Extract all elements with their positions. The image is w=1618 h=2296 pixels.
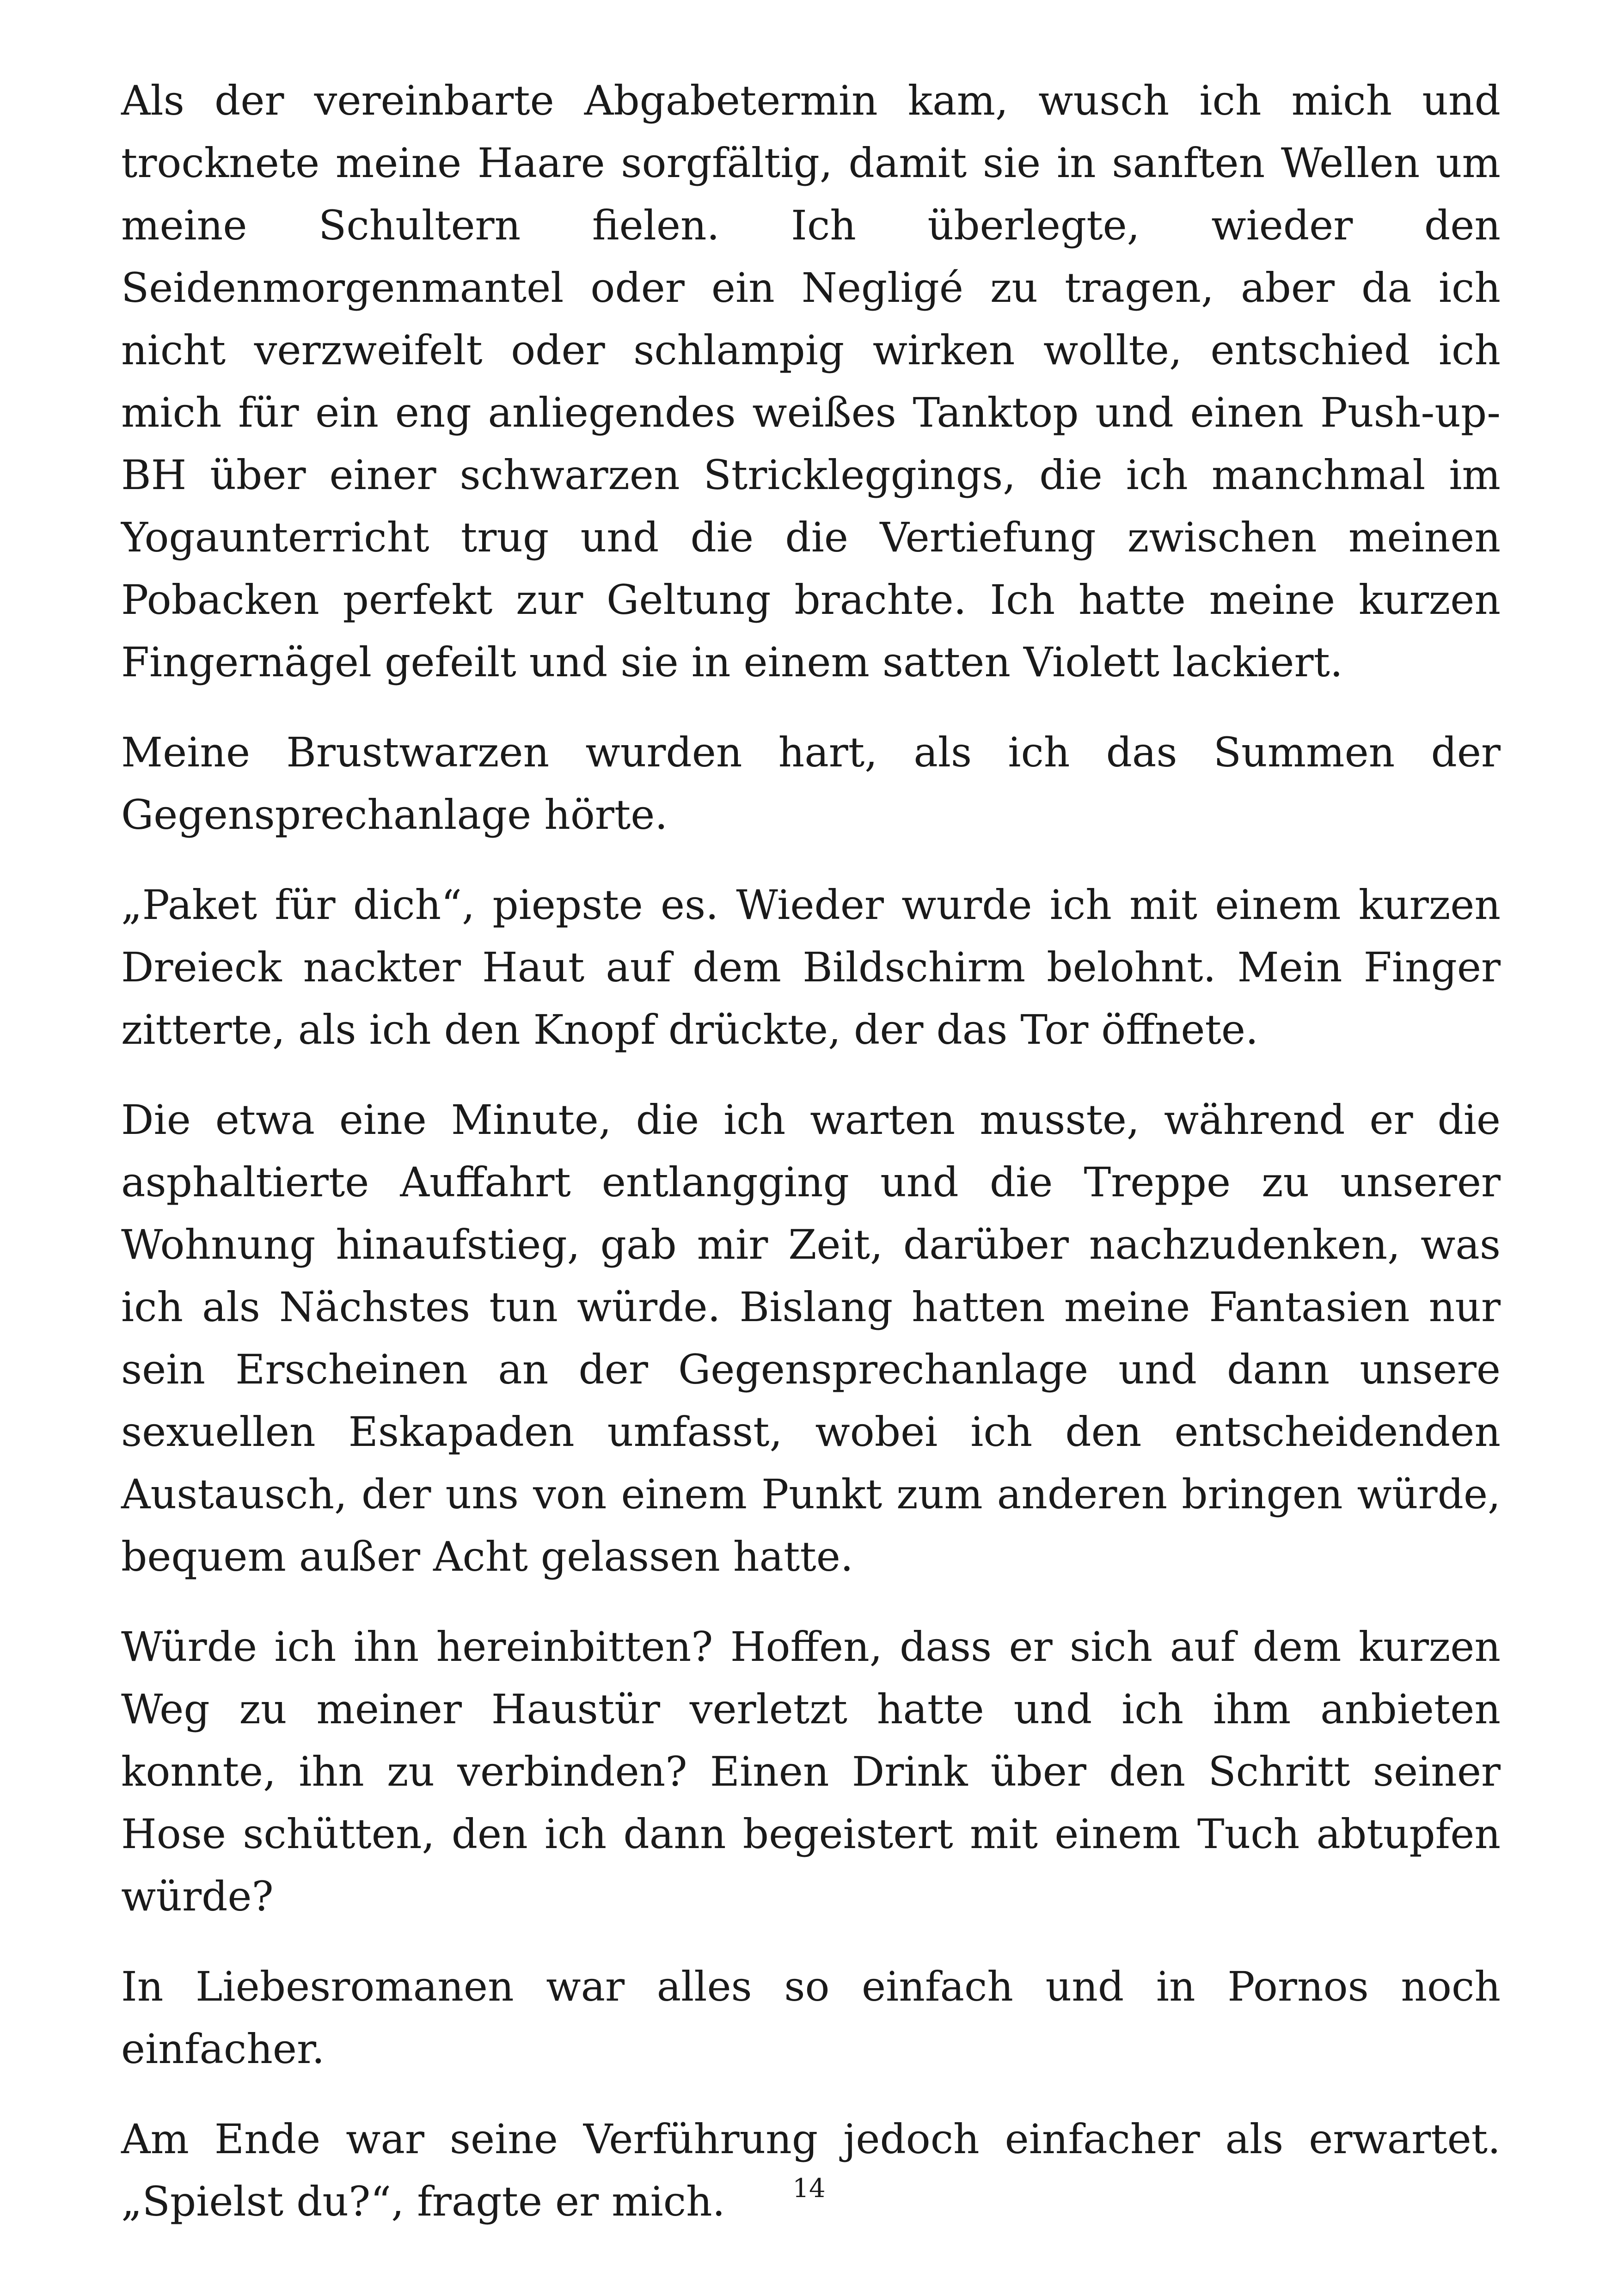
paragraph-7: Am Ende war seine Verführung jedoch einfacher als erwartet. „Spielst du?“, fragte er mich. — [121, 2115, 1501, 2225]
paragraph-2: Meine Brustwarzen wurden hart, als ich das Summen der Gegensprechanlage hörte. — [121, 729, 1501, 839]
page-number: 14 — [792, 2174, 826, 2204]
paragraph-4: Die etwa eine Minute, die ich warten musste, während er die asphaltierte Auffahrt entlangging und die Treppe zu unserer Wohnung hinaufstieg, gab mir Zeit, darüber nachzudenken, was ich als Nächstes tun würde. Bislang hatten meine Fantasien nur sein Erscheinen an der Gegensprechanlage und dann unsere sexuellen Eskapaden umfasst, wobei ich den entscheidenden Austausch, der uns von einem Punkt zum anderen bringen würde, bequem außer Acht gelassen hatte. — [121, 1096, 1501, 1580]
paragraph-6: In Liebesromanen war alles so einfach und in Pornos noch einfacher. — [121, 1963, 1501, 2073]
paragraph-3: „Paket für dich“, piepste es. Wieder wurde ich mit einem kurzen Dreieck nackter Haut auf dem Bildschirm belohnt. Mein Finger zitterte, als ich den Knopf drückte, der das Tor öffnete. — [121, 881, 1501, 1053]
text-body — [121, 69, 1501, 2260]
paragraph-1: Als der vereinbarte Abgabetermin kam, wusch ich mich und trocknete meine Haare sorgfältig, damit sie in sanften Wellen um meine Schultern fielen. Ich überlegte, wieder den Seidenmorgenmantel oder ein Negligé zu tragen, aber da ich nicht verzweifelt oder schlampig wirken wollte, entschied ich mich für ein eng anliegendes weißes Tanktop und einen Push-up-BH über einer schwarzen Strickleggings, die ich manchmal im Yogaunterricht trug und die die Vertiefung zwischen meinen Pobacken perfekt zur Geltung brachte. Ich hatte meine kurzen Fingernägel gefeilt und sie in einem satten Violett lackiert. — [121, 77, 1501, 686]
paragraph-5: Würde ich ihn hereinbitten? Hoffen, dass er sich auf dem kurzen Weg zu meiner Haustür verletzt hatte und ich ihm anbieten konnte, ihn zu verbinden? Einen Drink über den Schritt seiner Hose schütten, den ich dann begeistert mit einem Tuch abtupfen würde? — [121, 1623, 1501, 1920]
